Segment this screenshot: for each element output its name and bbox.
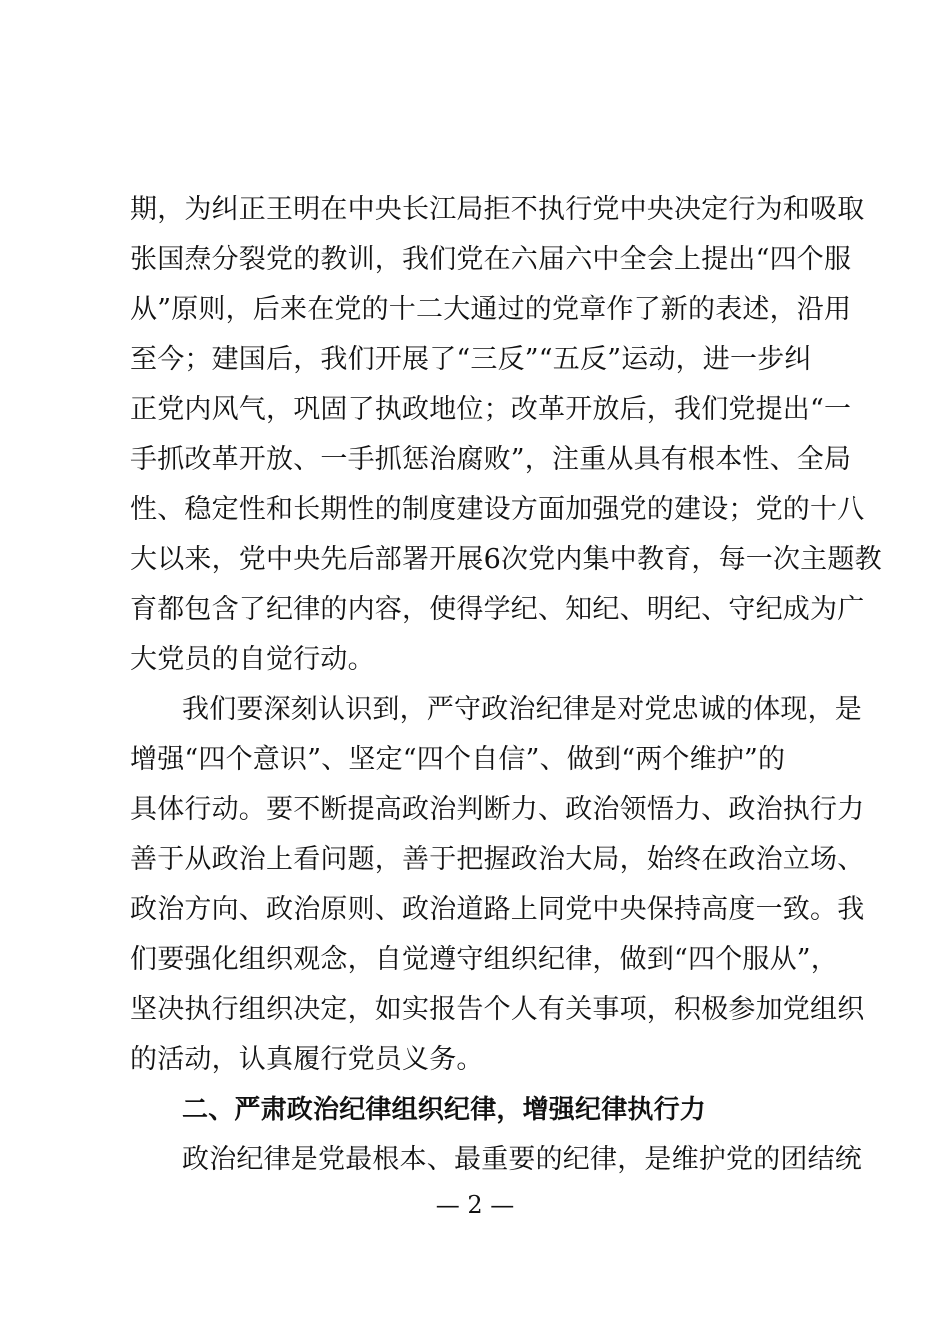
text-line: 增强“四个意识”、坚定“四个自信”、做到“两个维护”的 <box>130 744 786 775</box>
section-heading: 二、严肃政治纪律组织纪律，增强纪律执行力 <box>182 1095 707 1125</box>
text-line: 育都包含了纪律的内容，使得学纪、知纪、明纪、守纪成为广 <box>130 594 865 625</box>
text-line: 大以来，党中央先后部署开展6次党内集中教育，每一次主题教 <box>130 544 882 575</box>
text-line: 大党员的自觉行动。 <box>130 644 375 675</box>
text-line: 坚决执行组织决定，如实报告个人有关事项，积极参加党组织 <box>130 994 865 1025</box>
text-line: 正党内风气，巩固了执政地位；改革开放后，我们党提出“一 <box>130 394 852 425</box>
text-line: 具体行动。要不断提高政治判断力、政治领悟力、政治执行力 <box>130 794 865 825</box>
page-number: — 2 — <box>435 1191 515 1219</box>
text-line: 期，为纠正王明在中央长江局拒不执行党中央决定行为和吸取 <box>130 194 865 225</box>
text-line: 至今；建国后，我们开展了“三反”“五反”运动，进一步纠 <box>130 344 812 375</box>
text-line: 性、稳定性和长期性的制度建设方面加强党的建设；党的十八 <box>130 494 865 525</box>
text-line: 手抓改革开放、一手抓惩治腐败”，注重从具有根本性、全局 <box>130 444 852 475</box>
text-line: 张国焘分裂党的教训，我们党在六届六中全会上提出“四个服 <box>130 244 852 275</box>
paragraph-start-line: 政治纪律是党最根本、最重要的纪律，是维护党的团结统 <box>182 1144 862 1175</box>
text-line: 的活动，认真履行党员义务。 <box>130 1044 484 1075</box>
text-line: 们要强化组织观念，自觉遵守组织纪律，做到“四个服从”， <box>130 944 839 975</box>
document-body <box>130 185 882 1185</box>
paragraph-start-line: 我们要深刻认识到，严守政治纪律是对党忠诚的体现，是 <box>182 694 862 725</box>
text-line: 政治方向、政治原则、政治道路上同党中央保持高度一致。我 <box>130 894 865 925</box>
text-line: 从”原则，后来在党的十二大通过的党章作了新的表述，沿用 <box>130 294 852 325</box>
text-line: 善于从政治上看问题，善于把握政治大局，始终在政治立场、 <box>130 844 865 875</box>
